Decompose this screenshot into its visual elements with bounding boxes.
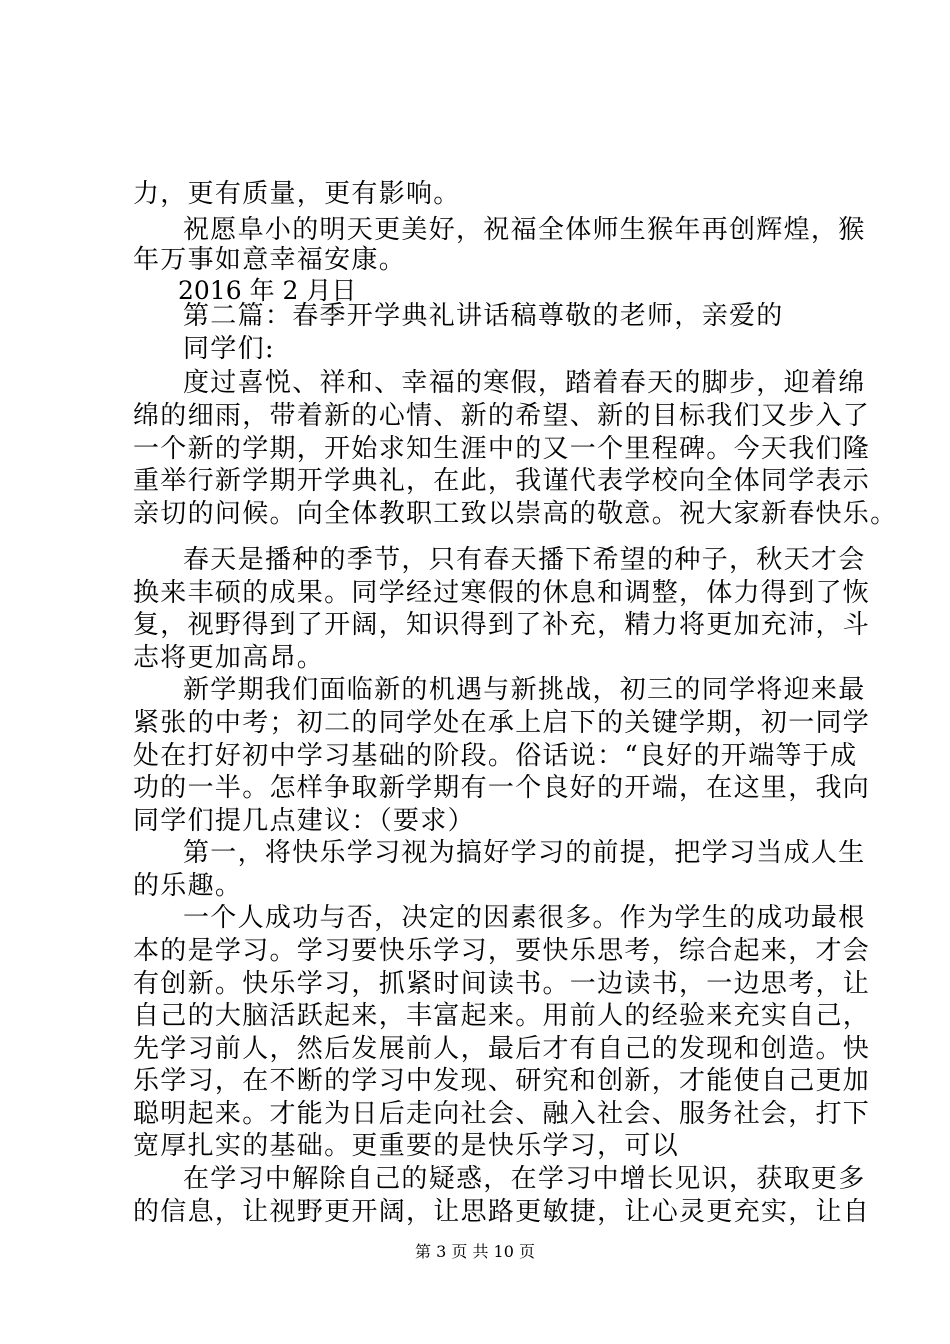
- text-line: 年万事如意幸福安康。: [133, 245, 407, 275]
- text-line: 聪明起来。才能为日后走向社会、融入社会、服务社会，打下: [133, 1099, 871, 1129]
- text-line: 新学期我们面临新的机遇与新挑战，初三的同学将迎来最: [183, 675, 866, 705]
- date-line: 2016 年 2 月日: [178, 276, 357, 305]
- text-line: 第一，将快乐学习视为搞好学习的前提，把学习当成人生: [183, 838, 866, 868]
- salutation: 同学们:: [183, 334, 275, 364]
- text-line: 有创新。快乐学习，抓紧时间读书。一边读书，一边思考，让: [133, 969, 871, 999]
- text-line: 功的一半。怎样争取新学期有一个良好的开端，在这里，我向: [133, 773, 871, 803]
- text-line: 志将更加高昂。: [133, 643, 325, 673]
- text-line: 度过喜悦、祥和、幸福的寒假，踏着春天的脚步，迎着绵: [183, 368, 866, 398]
- text-line: 春天是播种的季节，只有春天播下希望的种子，秋天才会: [183, 545, 866, 575]
- text-line: 先学习前人，然后发展前人，最后才有自己的发现和创造。快: [133, 1034, 871, 1064]
- text-line: 重举行新学期开学典礼，在此，我谨代表学校向全体同学表示: [133, 466, 871, 496]
- text-line: 复，视野得到了开阔，知识得到了补充，精力将更加充沛，斗: [133, 610, 871, 640]
- text-line: 同学们提几点建议：（要求）: [133, 806, 475, 836]
- text-line: 一个人成功与否，决定的因素很多。作为学生的成功最根: [183, 903, 866, 933]
- text-line: 在学习中解除自己的疑惑，在学习中增长见识，获取更多: [183, 1164, 866, 1194]
- page-number-footer: 第 3 页 共 10 页: [415, 1242, 535, 1261]
- text-line: 的乐趣。: [133, 871, 243, 901]
- text-line: 乐学习，在不断的学习中发现、研究和创新，才能使自己更加: [133, 1066, 871, 1096]
- text-line: 亲切的问候。向全体教职工致以崇高的敬意。祝大家新春快乐。: [133, 499, 898, 529]
- text-line: 祝愿阜小的明天更美好，祝福全体师生猴年再创辉煌，猴: [183, 215, 866, 245]
- text-line: 的信息，让视野更开阔，让思路更敏捷，让心灵更充实，让自: [133, 1197, 871, 1227]
- text-line: 换来丰硕的成果。同学经过寒假的休息和调整，体力得到了恢: [133, 578, 871, 608]
- text-line: 紧张的中考；初二的同学处在承上启下的关键学期，初一同学: [133, 708, 871, 738]
- section-title: 第二篇：春季开学典礼讲话稿尊敬的老师，亲爱的: [183, 301, 784, 331]
- text-line: 处在打好初中学习基础的阶段。俗话说：“良好的开端等于成: [133, 741, 858, 771]
- text-line: 本的是学习。学习要快乐学习，要快乐思考，综合起来，才会: [133, 936, 871, 966]
- text-line: 绵的细雨，带着新的心情、新的希望、新的目标我们又步入了: [133, 401, 871, 431]
- text-line: 一个新的学期，开始求知生涯中的又一个里程碑。今天我们隆: [133, 434, 871, 464]
- text-line: 宽厚扎实的基础。更重要的是快乐学习，可以: [133, 1131, 680, 1161]
- text-line: 自己的大脑活跃起来，丰富起来。用前人的经验来充实自己，: [133, 1001, 871, 1031]
- text-line: 力，更有质量，更有影响。: [133, 179, 461, 209]
